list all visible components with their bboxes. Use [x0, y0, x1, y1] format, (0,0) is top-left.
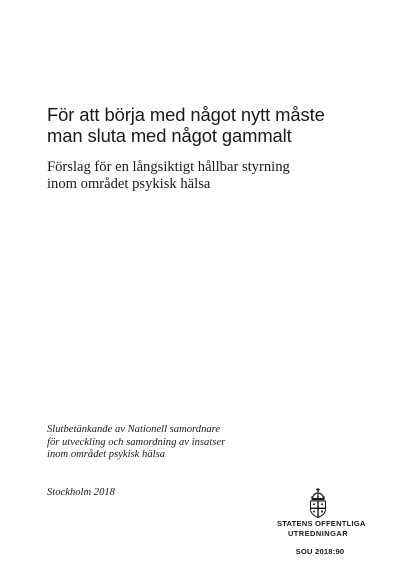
- publisher-name-line-2: UTREDNINGAR: [287, 529, 349, 538]
- crown-coat-of-arms-icon: [307, 488, 329, 518]
- document-title: [47, 104, 367, 146]
- report-number: SOU 2018:90: [295, 547, 345, 556]
- subtitle-line-1: Förslag för en långsiktigt hållbar styrning: [47, 159, 290, 175]
- description-line-3: inom området psykisk hälsa: [47, 449, 165, 460]
- place-and-year: Stockholm 2018: [47, 487, 115, 498]
- subtitle-line-2: inom området psykisk hälsa: [47, 176, 211, 192]
- publisher-name-line-1: STATENS OFFENTLIGA: [277, 519, 366, 528]
- title-line-1: För att börja med något nytt måste: [47, 104, 325, 125]
- document-subtitle: [47, 159, 367, 193]
- description-line-2: för utveckling och samordning av insatser: [47, 436, 226, 448]
- description-line-1: Slutbetänkande av Nationell samordnare: [47, 424, 221, 435]
- title-line-2: man sluta med något gammalt: [47, 125, 292, 146]
- report-description: [47, 424, 307, 462]
